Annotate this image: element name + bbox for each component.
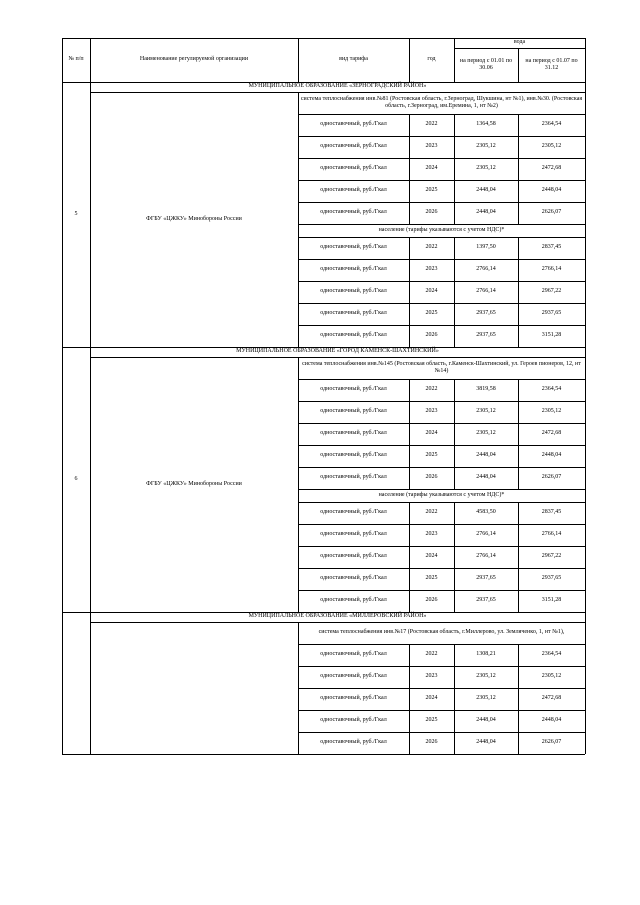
row-col-line bbox=[454, 114, 455, 136]
row-col-line bbox=[518, 303, 519, 325]
row-col-line bbox=[409, 546, 410, 568]
system-label: система теплоснабжения инв.№17 (Ростовская область, г.Миллерово, ул. Земляченко, 1, нт №1), bbox=[318, 629, 565, 636]
period2-cell: 2448,04 bbox=[541, 452, 562, 459]
row-col-line bbox=[454, 259, 455, 281]
row-col-line bbox=[518, 502, 519, 524]
header-period-1: на период с 01.01 по 30.06 bbox=[459, 57, 513, 71]
period2-cell: 2305,12 bbox=[541, 143, 562, 150]
tariff-type-cell: одноставочный, руб./Гкал bbox=[320, 310, 387, 317]
outer-right-line bbox=[585, 82, 586, 347]
section-title: МУНИЦИПАЛЬНОЕ ОБРАЗОВАНИЕ «ГОРОД КАМЕНСК-ШАХТИНСКИЙ» bbox=[236, 348, 439, 355]
year-cell: 2025 bbox=[425, 452, 438, 459]
year-cell: 2026 bbox=[425, 209, 438, 216]
tariff-type-cell: одноставочный, руб./Гкал bbox=[320, 430, 387, 437]
period2-cell: 2766,14 bbox=[541, 531, 562, 538]
organization-name: ФГБУ «ЦЖКУ» Минобороны России bbox=[146, 215, 242, 222]
period1-cell: 2766,14 bbox=[476, 553, 496, 560]
year-cell: 2022 bbox=[425, 651, 438, 658]
row-col-line bbox=[409, 732, 410, 754]
row-col-line bbox=[518, 590, 519, 612]
tariff-type-cell: одноставочный, руб./Гкал bbox=[320, 651, 387, 658]
period2-cell: 2937,65 bbox=[541, 575, 562, 582]
year-cell: 2022 bbox=[425, 244, 438, 251]
row-col-line bbox=[409, 202, 410, 224]
period2-cell: 2472,68 bbox=[541, 165, 562, 172]
row-col-line bbox=[454, 325, 455, 347]
row-col-line bbox=[518, 401, 519, 423]
row-col-line bbox=[518, 180, 519, 202]
period1-cell: 3819,58 bbox=[476, 386, 496, 393]
row-col-line bbox=[518, 237, 519, 259]
period2-cell: 2472,68 bbox=[541, 430, 562, 437]
period2-cell: 2305,12 bbox=[541, 408, 562, 415]
period1-cell: 2305,12 bbox=[476, 165, 496, 172]
period2-cell: 2626,07 bbox=[541, 474, 562, 481]
row-col-line bbox=[518, 379, 519, 401]
row-col-line bbox=[518, 568, 519, 590]
period1-cell: 2305,12 bbox=[476, 695, 496, 702]
row-col-line bbox=[454, 202, 455, 224]
row-col-line bbox=[454, 281, 455, 303]
tariff-type-cell: одноставочный, руб./Гкал bbox=[320, 288, 387, 295]
organization-name: ФГБУ «ЦЖКУ» Минобороны России bbox=[146, 480, 242, 487]
row-col-line bbox=[518, 732, 519, 754]
period2-cell: 2766,14 bbox=[541, 266, 562, 273]
section-title: МУНИЦИПАЛЬНОЕ ОБРАЗОВАНИЕ «ЗЕРНОГРАДСКИЙ РАЙОН» bbox=[248, 83, 427, 90]
section-number: 5 bbox=[74, 210, 78, 217]
period1-cell: 2766,14 bbox=[476, 266, 496, 273]
period1-cell: 1308,21 bbox=[476, 651, 496, 658]
tariff-type-cell: одноставочный, руб./Гкал bbox=[320, 575, 387, 582]
period2-cell: 2364,54 bbox=[541, 121, 562, 128]
row-col-line bbox=[409, 590, 410, 612]
year-cell: 2024 bbox=[425, 165, 438, 172]
row-col-line bbox=[409, 379, 410, 401]
period1-cell: 2448,04 bbox=[476, 209, 496, 216]
period1-cell: 2305,12 bbox=[476, 143, 496, 150]
row-col-line bbox=[454, 303, 455, 325]
row-col-line bbox=[454, 401, 455, 423]
num-col-line bbox=[90, 347, 91, 612]
period2-cell: 2448,04 bbox=[541, 717, 562, 724]
header-tariff-type: вид тарифа bbox=[339, 56, 368, 63]
year-cell: 2024 bbox=[425, 553, 438, 560]
section-title: МУНИЦИПАЛЬНОЕ ОБРАЗОВАНИЕ «МИЛЛЕРОВСКИЙ РАЙОН» bbox=[248, 613, 427, 620]
row-col-line bbox=[454, 568, 455, 590]
row-col-line bbox=[454, 445, 455, 467]
row-col-line bbox=[518, 710, 519, 732]
period1-cell: 2937,65 bbox=[476, 597, 496, 604]
row-col-line bbox=[409, 281, 410, 303]
row-col-line bbox=[518, 445, 519, 467]
row-col-line bbox=[409, 136, 410, 158]
year-cell: 2022 bbox=[425, 509, 438, 516]
num-col-line bbox=[90, 612, 91, 754]
row-col-line bbox=[518, 423, 519, 445]
tariff-table bbox=[62, 38, 586, 793]
row-col-line bbox=[518, 644, 519, 666]
system-label: население (тарифы указываются с учетом НДС)* bbox=[378, 491, 505, 498]
org-col-line bbox=[298, 357, 299, 612]
row-col-line bbox=[409, 568, 410, 590]
period1-cell: 2448,04 bbox=[476, 187, 496, 194]
period1-cell: 2766,14 bbox=[476, 531, 496, 538]
section-number bbox=[62, 612, 90, 754]
year-cell: 2024 bbox=[425, 695, 438, 702]
tariff-type-cell: одноставочный, руб./Гкал bbox=[320, 187, 387, 194]
system-label: система теплоснабжения инв.№81 (Ростовская область, г.Зерноград, Шукшина, нт №1), инв.№30. (Ростовская область, г.Зерноград, им.Еремина, 1, нт №2) bbox=[300, 95, 583, 109]
header-col-line bbox=[518, 48, 519, 82]
tariff-type-cell: одноставочный, руб./Гкал bbox=[320, 209, 387, 216]
header-num: № п/п bbox=[68, 56, 84, 63]
period2-cell: 2472,68 bbox=[541, 695, 562, 702]
header-col-line bbox=[298, 38, 299, 82]
year-cell: 2026 bbox=[425, 474, 438, 481]
header-group-line bbox=[454, 48, 585, 49]
year-cell: 2023 bbox=[425, 531, 438, 538]
row-col-line bbox=[454, 644, 455, 666]
year-cell: 2025 bbox=[425, 575, 438, 582]
outer-left-line bbox=[62, 82, 63, 347]
header-col-line bbox=[90, 38, 91, 82]
period1-cell: 2448,04 bbox=[476, 717, 496, 724]
tariff-type-cell: одноставочный, руб./Гкал bbox=[320, 553, 387, 560]
year-cell: 2024 bbox=[425, 430, 438, 437]
year-cell: 2023 bbox=[425, 143, 438, 150]
period2-cell: 2626,07 bbox=[541, 739, 562, 746]
year-cell: 2024 bbox=[425, 288, 438, 295]
tariff-type-cell: одноставочный, руб./Гкал bbox=[320, 121, 387, 128]
row-col-line bbox=[409, 114, 410, 136]
row-col-line bbox=[518, 259, 519, 281]
row-col-line bbox=[454, 688, 455, 710]
period2-cell: 2937,65 bbox=[541, 310, 562, 317]
tariff-type-cell: одноставочный, руб./Гкал bbox=[320, 695, 387, 702]
tariff-type-cell: одноставочный, руб./Гкал bbox=[320, 165, 387, 172]
header-top-line bbox=[62, 38, 585, 39]
num-col-line bbox=[90, 82, 91, 347]
period2-cell: 2967,22 bbox=[541, 553, 562, 560]
row-col-line bbox=[409, 445, 410, 467]
organization-name bbox=[90, 622, 298, 754]
row-col-line bbox=[454, 666, 455, 688]
tariff-type-cell: одноставочный, руб./Гкал bbox=[320, 244, 387, 251]
year-cell: 2022 bbox=[425, 121, 438, 128]
tariff-type-cell: одноставочный, руб./Гкал bbox=[320, 386, 387, 393]
period1-cell: 2305,12 bbox=[476, 408, 496, 415]
system-label: система теплоснабжения инв.№145 (Ростовская область, г.Каменск-Шахтинский, ул. Героев пионеров, 12, нт №14) bbox=[302, 360, 581, 374]
header-col-line bbox=[585, 38, 586, 82]
row-col-line bbox=[518, 136, 519, 158]
year-cell: 2025 bbox=[425, 717, 438, 724]
row-col-line bbox=[409, 237, 410, 259]
outer-right-line bbox=[585, 347, 586, 612]
year-cell: 2026 bbox=[425, 739, 438, 746]
row-col-line bbox=[454, 237, 455, 259]
period2-cell: 2967,22 bbox=[541, 288, 562, 295]
period2-cell: 2837,45 bbox=[541, 509, 562, 516]
period1-cell: 2448,04 bbox=[476, 452, 496, 459]
row-col-line bbox=[518, 467, 519, 489]
period2-cell: 3151,28 bbox=[541, 332, 562, 339]
header-year: год bbox=[427, 56, 436, 63]
period1-cell: 4583,50 bbox=[476, 509, 496, 516]
period1-cell: 2448,04 bbox=[476, 474, 496, 481]
tariff-type-cell: одноставочный, руб./Гкал bbox=[320, 717, 387, 724]
tariff-type-cell: одноставочный, руб./Гкал bbox=[320, 673, 387, 680]
period1-cell: 2937,65 bbox=[476, 332, 496, 339]
period1-cell: 2305,12 bbox=[476, 673, 496, 680]
system-label: население (тарифы указываются с учетом НДС)* bbox=[378, 226, 505, 233]
row-col-line bbox=[409, 524, 410, 546]
row-col-line bbox=[518, 114, 519, 136]
row-col-line bbox=[454, 732, 455, 754]
org-col-line bbox=[298, 92, 299, 347]
row-col-line bbox=[518, 281, 519, 303]
row-col-line bbox=[409, 180, 410, 202]
row-line bbox=[298, 754, 585, 755]
header-period-2: на период с 01.07 по 31.12 bbox=[525, 57, 578, 71]
period2-cell: 2448,04 bbox=[541, 187, 562, 194]
row-col-line bbox=[518, 666, 519, 688]
period1-cell: 2766,14 bbox=[476, 288, 496, 295]
row-col-line bbox=[454, 180, 455, 202]
tariff-type-cell: одноставочный, руб./Гкал bbox=[320, 332, 387, 339]
tariff-type-cell: одноставочный, руб./Гкал bbox=[320, 143, 387, 150]
row-col-line bbox=[409, 158, 410, 180]
row-col-line bbox=[409, 325, 410, 347]
row-col-line bbox=[454, 546, 455, 568]
row-col-line bbox=[409, 710, 410, 732]
tariff-type-cell: одноставочный, руб./Гкал bbox=[320, 408, 387, 415]
row-col-line bbox=[518, 524, 519, 546]
year-cell: 2025 bbox=[425, 310, 438, 317]
row-col-line bbox=[454, 502, 455, 524]
row-col-line bbox=[518, 688, 519, 710]
period1-cell: 2305,12 bbox=[476, 430, 496, 437]
row-col-line bbox=[454, 590, 455, 612]
header-org: Наименование регулируемой организации bbox=[139, 56, 249, 63]
period1-cell: 1397,50 bbox=[476, 244, 496, 251]
period2-cell: 3151,28 bbox=[541, 597, 562, 604]
tariff-type-cell: одноставочный, руб./Гкал bbox=[320, 474, 387, 481]
row-col-line bbox=[518, 325, 519, 347]
row-col-line bbox=[454, 136, 455, 158]
row-col-line bbox=[454, 423, 455, 445]
org-col-line bbox=[298, 622, 299, 754]
row-col-line bbox=[454, 710, 455, 732]
row-col-line bbox=[409, 303, 410, 325]
outer-left-line bbox=[62, 347, 63, 612]
header-col-line bbox=[409, 38, 410, 82]
section-number: 6 bbox=[74, 475, 78, 482]
tariff-type-cell: одноставочный, руб./Гкал bbox=[320, 266, 387, 273]
period1-cell: 2937,65 bbox=[476, 310, 496, 317]
year-cell: 2023 bbox=[425, 266, 438, 273]
period2-cell: 2364,54 bbox=[541, 651, 562, 658]
tariff-type-cell: одноставочный, руб./Гкал bbox=[320, 597, 387, 604]
tariff-type-cell: одноставочный, руб./Гкал bbox=[320, 531, 387, 538]
row-col-line bbox=[409, 502, 410, 524]
year-cell: 2022 bbox=[425, 386, 438, 393]
row-col-line bbox=[454, 467, 455, 489]
period2-cell: 2626,07 bbox=[541, 209, 562, 216]
period1-cell: 2448,04 bbox=[476, 739, 496, 746]
tariff-type-cell: одноставочный, руб./Гкал bbox=[320, 452, 387, 459]
row-col-line bbox=[409, 688, 410, 710]
row-col-line bbox=[518, 546, 519, 568]
row-col-line bbox=[409, 644, 410, 666]
section-bottom-line bbox=[62, 754, 298, 755]
row-col-line bbox=[518, 158, 519, 180]
row-col-line bbox=[518, 202, 519, 224]
header-col-line bbox=[454, 38, 455, 82]
period2-cell: 2364,54 bbox=[541, 386, 562, 393]
year-cell: 2026 bbox=[425, 597, 438, 604]
year-cell: 2023 bbox=[425, 673, 438, 680]
period1-cell: 1364,58 bbox=[476, 121, 496, 128]
year-cell: 2026 bbox=[425, 332, 438, 339]
row-col-line bbox=[454, 524, 455, 546]
period2-cell: 2837,45 bbox=[541, 244, 562, 251]
row-col-line bbox=[409, 423, 410, 445]
tariff-type-cell: одноставочный, руб./Гкал bbox=[320, 739, 387, 746]
header-group: вода bbox=[513, 39, 526, 46]
row-col-line bbox=[409, 401, 410, 423]
tariff-type-cell: одноставочный, руб./Гкал bbox=[320, 509, 387, 516]
period1-cell: 2937,65 bbox=[476, 575, 496, 582]
row-col-line bbox=[454, 158, 455, 180]
year-cell: 2023 bbox=[425, 408, 438, 415]
header-col-line bbox=[62, 38, 63, 82]
year-cell: 2025 bbox=[425, 187, 438, 194]
row-col-line bbox=[409, 259, 410, 281]
row-col-line bbox=[409, 666, 410, 688]
outer-left-line bbox=[62, 612, 63, 754]
outer-right-line bbox=[585, 612, 586, 754]
row-col-line bbox=[454, 379, 455, 401]
row-col-line bbox=[409, 467, 410, 489]
period2-cell: 2305,12 bbox=[541, 673, 562, 680]
